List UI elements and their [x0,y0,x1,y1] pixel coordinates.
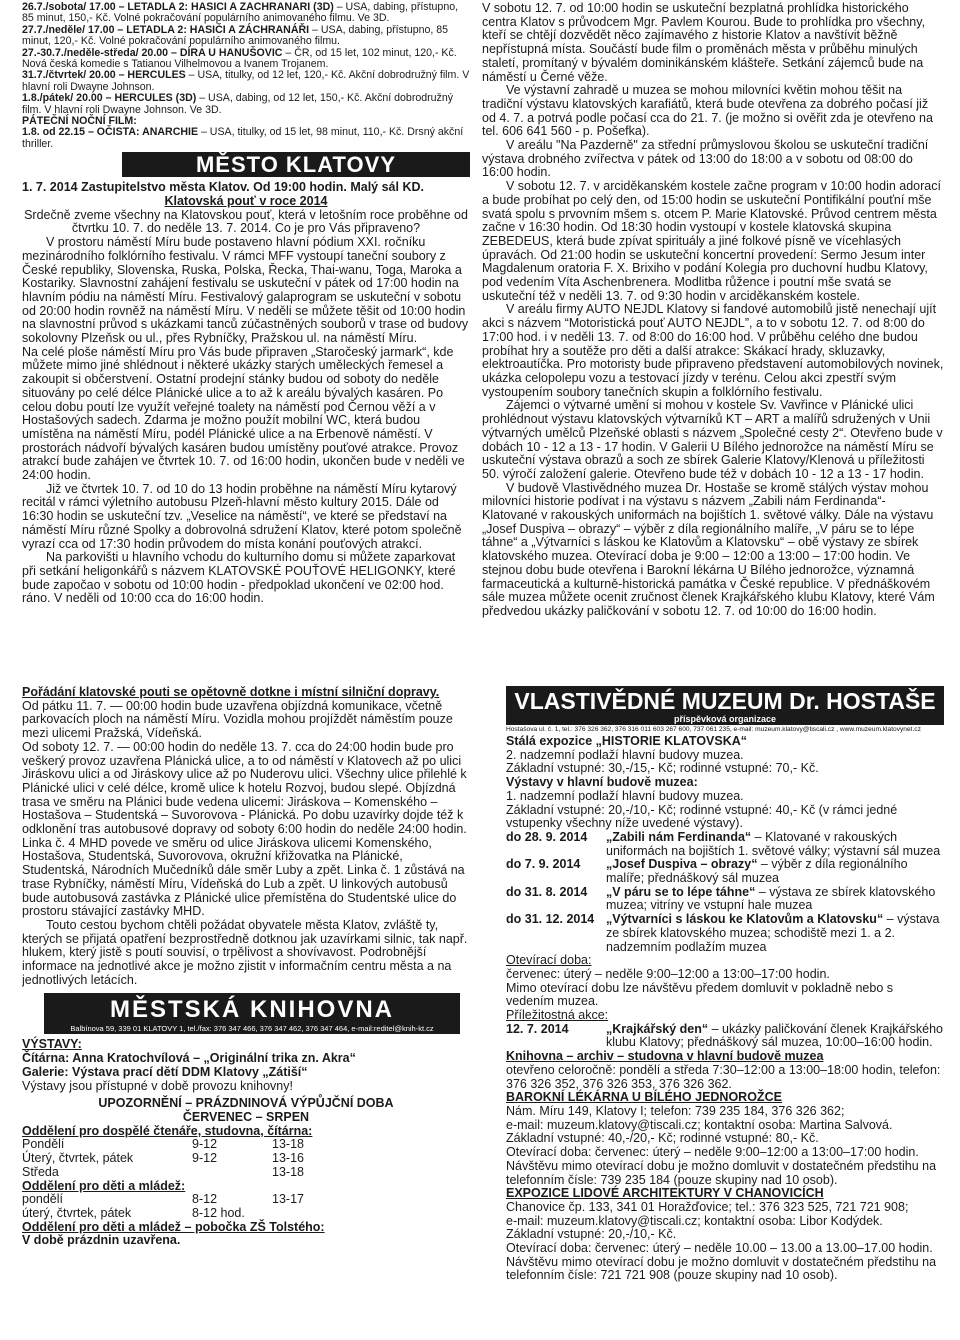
paragraph: Ve výstavní zahradě u muzea se mohou milovníci květin mohou těšit na tradiční výstavu klatovských karafiátů, která bude otevřena za dobrého počasí již od 4. 7. a potrvá podle počasí cca do 21. 7. (je možno si ověřit zda je otevřeno na tel. 606 641 560 - p. Pošefka). [482,83,933,139]
dept-heading: Oddělení pro děti a mládež: [22,1178,186,1193]
text-line: Základní vstupné: 20,-/10,- Kč. [506,1227,677,1242]
museum-column [506,686,944,1283]
exhibit-row: do 7. 9. 2014 „Josef Duspiva – obrazy“ – výběr z díla regionálního malíře; přednáškový sál muzea [506,857,908,886]
paragraph: Na parkovišti u hlavního vchodu do kulturního domu si můžete zaparkovat při setkání heligonkářů s názvem KLATOVSKÉ POUŤOVÉ HELIGONKY, které bude započao v sobotu od 10:00 hodin - předpoklad ukončení ve 02:00 hod. ráno. V neděli od 10:00 cca do 16:00 hodin. [22,550,456,606]
paragraph: Od soboty 12. 7. — 00:00 hodin do neděle 13. 7. cca do 24:00 hodin bude pro veškerý provoz uzavřena Plánická ulice, a to od náměstí v Klatovech až po ulici Jiráskovu ulici a od Jiráskovy ulice až po Nuderovu ulici. Všechny ulice přilehlé k Plánické ulici v celé délce, kromě ulice k hotelu Rozvoj, budou slepé. Objízdná trasa ve směru na Plánici bude vedena ulicemi: Jiráskova – Komenského – Hostašova – Studentská – Suvorovova - Plánická. Po dobu uzavírky dojde též k odklonění tras autobusové dopravy od soboty 6:00 hodin do neděle 24:00 hodin. Linka č. 4 MHD povede ve směru od ulice Jiráskova ulicemi Komenského, Hostašova, Studentská, Suvorovova, okružní křižovatka na Plánické, Studentská, Národních Mučedníků dále směr Luby a zpět. Linka č. 1 zůstává na trase Rybníčky, náměstí Míru, Vídeňská do Lub a zpět. U linkových autobusů bude autobusová zastávka z Plánické ulice přemístěna do Studentské ulice do prostoru stávající zastávky MHD. [22,739,467,919]
text-line: e-mail: muzeum.klatovy@tiscali.cz; kontaktní osoba: Libor Kodýdek. [506,1213,883,1228]
event-heading: Příležitostná akce: [506,1008,609,1023]
dept-heading: Oddělení pro dospělé čtenáře, studovna, čítárna: [22,1123,313,1138]
text-line: Nám. Míru 149, Klatovy I; telefon: 739 235 184, 376 326 362; [506,1103,845,1118]
exhibitions-heading: Výstavy v hlavní budově muzea: [506,775,698,790]
paragraph: V sobotu 12. 7. od 10:00 hodin se uskuteční bezplatná prohlídka historického centra Klatov s průvodcem Mgr. Pavlem Kourou. Bude to prohlídka pro všechny, kteří se chtějí dozvědět něco zajímavého z historie Klatov a navštívit běžně nepřístupná místa. Součástí bude film o proměnách města v průběhu minulých staletí, promítaný v bývalém dominikánském klášteře. Setkání zájemců bude na náměstí u Černé věže. [482,2,926,84]
pout-intro: Srdečně zveme všechny na Klatovskou pouť, která v letošním roce proběhne od čtvrtku 10. 7. do neděle 13. 7. 2014. Co je pro Vás připraveno? [24,207,468,236]
paragraph: V areálu "Na Pazderně" za střední průmyslovou školou se uskuteční tradiční výstava drobného zvířectva v pátek od 13:00 do 18:00 a v sobotu od 08:00 do 16:00 hodin. [482,138,929,180]
expo-heading: EXPOZICE LIDOVÉ ARCHITEKTURY V CHANOVICÍCH [506,1186,824,1201]
museum-address: Hostašova ul. č. 1, tel.: 376 326 362, 376 316 011 603 267 600, 737 061 235, e-mail: muzeum.klatovy@tiscali.cz , www.muzeum.klatovynet.cz [506,725,944,735]
program-entry: 26.7./sobota/ 17.00 – LETADLA 2: HASIČI A ZÁCHRANÁŘI (3D) – USA, dabing, přístupno, 85 minut, 150,- Kč. Volné pokračování populárního animovaného filmu. Ve 3D. [22,2,459,25]
paragraph: V budově Vlastivědného muzea Dr. Hostaše se kromě stálých výstav mohou milovníci historie podívat i na výstavu s názvem „Zabili nám Ferdinanda“- Klatované v rakouských uniformách na bojištích 1. světové války. Dále na výstavu „Josef Duspiva – obrazy“ – výběr z díla regionálního malíře, „V páru se to lépe táhne“ a „Výtvarníci s láskou ke Klatovům a Klatovsku“ – obě výstavy ze sbírek klatovského muzea. Otevírací doba je 9:00 – 12:00 a 13:00 – 17:00 hodin. Ve stejnou dobu bude otevřena i Barokní lékárna U Bílého jednorožce, významná farmaceutická a kulturně-historická památka v České republice. V přednáškovém sále muzea můžete ocenit zručnost členek Krajkářského klubu Klatovy, které Vám předvedou ukázky paličkování v sobotu 12. 7. od 10:00 do 16:00 hodin. [482,480,935,618]
library-address: Balbínova 59, 339 01 KLATOVY 1, tel./fax: 376 347 466, 376 347 462, 376 347 464, e-mail:reditel@knih-kt.cz [70,1024,434,1034]
notice: UPOZORNĚNÍ – PRÁZDNINOVÁ VÝPŮJČNÍ DOBA [98,1096,394,1111]
paragraph: Touto cestou bychom chtěli požádat obyvatele města Klatov, zvláště ty, kterých se přijatá opatření bezprostředně dotknou jak uzavírkami silnic, tak např. hlukem, který jistě s poutí souvisí, o trpělivost a shovívavost. Podrobnější informace na jednotlivé akce je možno zjistit v informačním centru města a na jednotlivých letácích. [22,917,468,987]
text-line: otevřeno celoročně: pondělí a středa 7:30–12:00 a 13:00–18:00 hodin, telefon: 376 326 352, 376 326 353, 376 326 362. [506,1062,941,1091]
archive-heading: Knihovna – archiv – studovna v hlavní budově muzea [506,1049,824,1064]
exhibitions-heading: VÝSTAVY: [22,1037,82,1052]
text-line: červenec: úterý – neděle 9:00–12:00 a 13:00–17:00 hodin. [506,966,830,981]
program-entry: 1.8./pátek/ 20.00 – HERCULES (3D) – USA, dabing, od 12 let, 150,- Kč. Akční dobrodružný film. V hlavní roli Dwayne Johnson. Ve 3D. [22,92,454,116]
traffic-library-column [22,686,470,1248]
hours-table: pondělí 8-12 13-17 úterý, čtvrtek, pátek 8-12 hod. [22,1192,304,1220]
program-entry: 27.-30.7./neděle-středa/ 20.00 – DÍRA U HANUŠOVIC – ČR, od 15 let, 102 minut, 120,- Kč. Nová česká komedie s Tatianou Vilhelmovou a Ivanem Trojanem. [22,46,457,71]
traffic-title: Pořádání klatovské pouti se opětovně dotkne i místní silniční dopravy. [22,686,440,699]
exhibit-row: do 31. 8. 2014 „V páru se to lépe táhne“ – výstava ze sbírek klatovského muzea; vitríny ve vstupní hale muzea [506,884,936,913]
cinema-column [22,2,470,606]
permanent-exhibition: Stálá expozice „HISTORIE KLATOVSKA“ [506,734,748,748]
text-line: 1. nadzemní podlaží hlavní budovy muzea. [506,788,744,803]
museum-title: VLASTIVĚDNÉ MUZEUM Dr. HOSTAŠE [514,688,936,714]
text-line: e-mail: muzeum.klatovy@tiscali.cz; kontaktní osoba: Martina Salvová. [506,1117,893,1132]
text-line: 2. nadzemní podlaží hlavní budovy muzea. [506,747,744,762]
paragraph: V areálu firmy AUTO NEJDL Klatovy si fandové automobilů jistě nenechají ujít akci s názvem “Motoristická pouť AUTO NEJDL”, a to v sobotu 12. 7. od 8:00 do 17:00 hod. i v neděli 13. 7. od 8:00 do 16:00 hod. V průběhu celého dne budou probíhat hry a soutěže pro děti a další atrakce: Skákací hrady, skluzavky, elektroautíčka. Pro motoristy bude připraveno představení automobilových novinek, ukázka celopolepu vozu a testovací jízdy v terénu. Celou akci zpestří svým vystoupením soubory tanečních skupin a folklórního festivalu. [482,302,944,399]
museum-banner [506,686,944,735]
paragraph: V prostoru náměstí Míru bude postaveno hlavní pódium XXI. ročníku mezinárodního folklórního festivalu. V rámci MFF vystoupí taneční soubory z České republiky, Slovenska, Ruska, Polska, Řecka, Thai-wanu, Toga, Maroka a Kostariky. Slavnostní zahájení festivalu se uskuteční v pátek od 17:00 hodin na hlavním pódiu na náměstí Míru. Festivalový galaprogram se uskuteční v sobotu od 20:00 hodin rovněž na náměstí Míru. V neděli se můžete těšit od 10:00 hodin na slavnostní průvod s ukázkami tanců zúčastněných souborů v trase od budovy sokolovny Plzeňsk ou ul., přes Rybníčky, Pražskou ul. na náměstí Míru. [22,235,469,346]
paragraph: Na celé ploše náměstí Míru pro Vás bude připraven „Staročeský jarmark“, kde můžete mimo jiné shlédnout i některé ukázky starých uměleckých řemesel a zakoupit si občerstvení. Ostatní prodejní stánky budou od soboty do neděle situovány po celé délce Plánické ulice a to až k areálu bývalých kasáren. Po celou dobu poutí lze využít veřejné toalety na náměstí pod Černou věží a v Hostašových sadech. Zdarma je možno použít mobilní WC, která budou umístěna na náměstí Míru, podél Plánické ulice a na Erbenově náměstí. V prostorách nádvoří bývalých kasáren budou umístěny pouťové atrakce. Provoz atrakcí bude zahájen ve čtvrtek 10. 7. od 16:00 hodin, ukončen bude v neděli ve 24:00 hodin. [22,344,465,483]
text-line: Základní vstupné: 30,-/15,- Kč; rodinné vstupné: 70,- Kč. [506,761,819,776]
library-banner [44,993,460,1034]
text-line: Základní vstupné: 40,-/20,- Kč; rodinné vstupné: 80,- Kč. [506,1131,819,1146]
dept-heading: Oddělení pro děti a mládež – pobočka ZŠ Tolstého: [22,1219,325,1234]
paragraph: Již ve čtvrtek 10. 7. od 10 do 13 hodin proběhne na náměstí Míru kytarový recitál v rámci výletního autobusu Plzeň-hlavní město kultury 2015. Dále od 16:30 hodin se uskuteční tzv. „Veselice na náměstí“, ve které se představí na náměstí Míru různé Spolky a dobrovolná sdružení Klatov, které potom společně vyrazí cca od 17:30 hodin průvodem do místa konání pouťových atrakcí. [22,481,462,551]
opening-heading: Otevírací doba: [506,953,592,968]
paragraph: V sobotu 12. 7. v arciděkanském kostele začne program v 10:00 hodin adorací a bude probíhat po celý den, od 15:00 hodin se uskuteční Pontifikální pouťní mše svatá spolu s prvovním mšem s. otcem P. Marie Klatovské. Průvod centrem města začne v 16:30 hodin. Od 18:30 hodin vystoupí v kostele klatovská skupina ZEBEDEUS, která bude zpívat spirituály a jiné folkové písně ve vícehlasých úpravách. Od 21:00 hodin se uskuteční koncertní provedení: Sermo Jesum inter Magdalenum oratoria F. X. Brixiho v podání Kolegia pro duchovní hudbu Klatovy, pod vedením Víta Aschenbrenera. Modlitba růžence i poutní mše svatá se uskuteční též v neděli 13. 7. od 9:30 hodin v arciděkanském kostele. [482,179,941,303]
exhibition-item: Galerie: Výstava prací dětí DDM Klatovy „Zátiší“ [22,1064,308,1079]
hours-table: Pondělí 9-12 13-18 Úterý, čtvrtek, pátek 9-12 13-16 Středa 13-18 [22,1137,304,1179]
text-line: Chanovice čp. 133, 341 01 Horažďovice; tel.: 376 323 525, 721 721 908; [506,1199,909,1214]
exhibition-item: Čítárna: Anna Kratochvílová – „Originální trika zn. Akra“ [22,1051,356,1066]
exhibition-note: Výstavy jsou přístupné v době provozu knihovny! [22,1078,293,1093]
closed-note: V době prázdnin uzavřena. [22,1233,181,1248]
night-film-heading: PÁTEČNÍ NOČNÍ FILM: [22,115,137,128]
program-entry: 1.8. od 22.15 – OČISTA: ANARCHIE – USA, titulky, od 15 let, 98 minut, 110,- Kč. Drsný akční thriller. [22,126,464,150]
exhibit-row: do 28. 9. 2014 „Zabili nám Ferdinanda“ – Klatované v rakouských uniformách na bojištích 1. světové války; výstavní sál muzea [506,829,941,858]
text-line: Otevírací doba: červenec: úterý – neděle 10.00 – 13.00 a 13.00–17.00 hodin. [506,1241,933,1256]
text-line: Návštěvu mimo otevírací dobu je možno domluvit v dostatečném předstihu na telefonním čísle: 721 721 908 (pouze skupiny nad 10 osob). [506,1254,937,1283]
events-column [482,2,944,619]
program-entry: 31.7./čtvrtek/ 20.00 – HERCULES – USA, titulky, od 12 let, 120,- Kč. Akční dobrodružný film. V hlavní roli Dwayne Johnson. [22,69,470,93]
event-row: 12. 7. 2014 „Krajkářský den“ – ukázky paličkování členek Krajkářského klubu Klatovy; přednáškový sál muzea, 10:00–16:00 hodin. [506,1021,943,1050]
paragraph: Od pátku 11. 7. — 00:00 hodin bude uzavřena objízdná komunikace, včetně parkovacích ploch na náměstí Míru. Vozidla mohou projíždět náměstím pouze mezi ulicemi Pražská, Vídeňská. [22,698,453,741]
museum-subtitle: příspěvková organizace [673,714,777,724]
text-line: Základní vstupné: 20,-/10,- Kč; rodinné vstupné: 40,- Kč (v rámci jedné vstupenky všechny níže uvedené výstavy). [506,802,898,831]
program-entry: 27.7./neděle/ 17.00 – LETADLA 2: HASIČI A ZÁCHRANÁŘI – USA, dabing, přístupno, 85 minut, 120,- Kč. Volné pokračování populárního animovaného filmu. [22,23,449,48]
pharmacy-heading: BAROKNÍ LÉKÁRNA U BÍLÉHO JEDNOROŽCE [506,1090,782,1105]
text-line: Návštěvu mimo otevírací dobu je možno domluvit v dostatečném předstihu na telefonním čísle: 739 235 184 (pouze skupiny nad 10 osob). [506,1158,937,1187]
notice: ČERVENEC – SRPEN [182,1109,310,1124]
text-line: Otevírací doba: červenec: úterý – neděle 9:00–12:00 a 13:00–17:00 hodin. [506,1145,919,1160]
text-line: Mimo otevírací dobu lze návštěvu předem domluvit v pokladně nebo s vedením muzea. [506,980,894,1009]
pout-title: Klatovská pouť v roce 2014 [164,193,328,208]
mesto-klatovy-banner: MĚSTO KLATOVY [122,152,470,177]
library-title: MĚSTSKÁ KNIHOVNA [109,996,394,1024]
council-event: 1. 7. 2014 Zastupitelstvo města Klatov. Od 19:00 hodin. Malý sál KD. [22,180,424,195]
exhibit-row: do 31. 12. 2014 „Výtvarníci s láskou ke Klatovům a Klatovsku“ – výstava ze sbírek klatovského muzea; schodiště mezi 1. a 2. nadzemním podlažím muzea [506,912,940,954]
paragraph: Zájemci o výtvarné umění si mohou v kostele Sv. Vavřince v Plánické ulici prohlédnout výstavu klatovských výtvarníků KT – ART a malířů sdružených v Unii výtvarných umělců Plzeňské oblasti s názvem „Společné cesty 2“. Otevřeno bude v dobách 10 - 12 a 13 - 17 hodin. V Galerii U Bílého jednorožce na náměstí Míru se uskuteční výstava obrazů a soch ze sbírek Galerie Klatovy/Klenová u příležitosti 50. výročí založení galerie. Otevřeno bude též v dobách 10 - 12 a 13 - 17 hodin. [482,398,943,481]
